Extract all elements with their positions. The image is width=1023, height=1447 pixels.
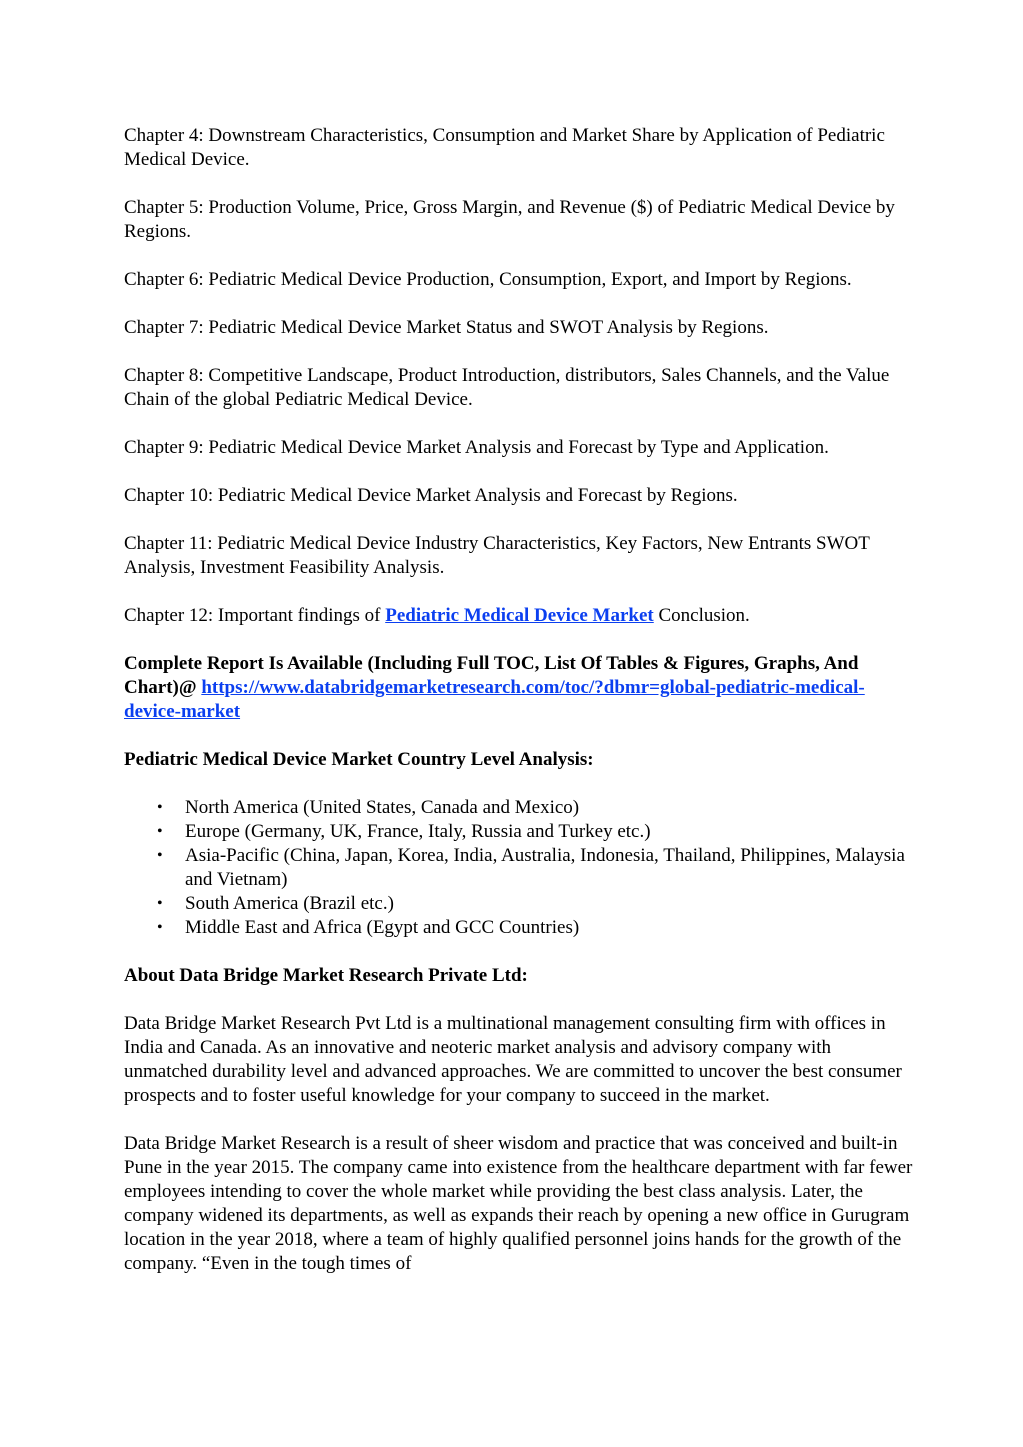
list-item: [124, 916, 914, 940]
chapter-10: Chapter 10: Pediatric Medical Device Market Analysis and Forecast by Regions.: [124, 485, 738, 506]
toc-link[interactable]: https://www.databridgemarketresearch.com/toc/?dbmr=global-pediatric-medical-device-market: [124, 677, 865, 722]
list-item: [124, 844, 914, 892]
complete-report-text: Complete Report Is Available (Including Full TOC, List Of Tables & Figures, Graphs, And Chart)@: [124, 653, 859, 698]
chapter-12-prefix: Chapter 12: Important findings of: [124, 605, 386, 626]
bullet-icon: •: [157, 919, 163, 936]
list-item: [124, 892, 914, 916]
bullet-icon: •: [157, 895, 163, 912]
country-analysis-heading: Pediatric Medical Device Market Country Level Analysis:: [124, 749, 594, 770]
list-item: [124, 820, 914, 844]
bullet-icon: •: [157, 823, 163, 840]
chapter-9: Chapter 9: Pediatric Medical Device Market Analysis and Forecast by Type and Application.: [124, 437, 829, 458]
list-item: [124, 796, 914, 820]
bullet-icon: •: [157, 847, 163, 864]
chapter-12: [124, 604, 914, 628]
bullet-icon: •: [157, 799, 163, 816]
chapter-6: Chapter 6: Pediatric Medical Device Production, Consumption, Export, and Import by Regions.: [124, 269, 852, 290]
regions-list: [124, 796, 914, 940]
chapter-12-suffix: Conclusion.: [653, 605, 750, 626]
region-text: Middle East and Africa (Egypt and GCC Countries): [185, 917, 580, 938]
chapter-4: Chapter 4: Downstream Characteristics, Consumption and Market Share by Application of Pediatric Medical Device.: [124, 125, 885, 170]
about-heading: About Data Bridge Market Research Private Ltd:: [124, 965, 528, 986]
complete-report-paragraph: [124, 652, 914, 724]
chapter-8: Chapter 8: Competitive Landscape, Product Introduction, distributors, Sales Channels, and the Value Chain of the global Pediatric Medical Device.: [124, 365, 890, 410]
about-paragraph-1: Data Bridge Market Research Pvt Ltd is a multinational management consulting firm with offices in India and Canada. As an innovative and neoteric market analysis and advisory company with unmatched durability level and advanced approaches. We are committed to uncover the best consumer prospects and to foster useful knowledge for your company to succeed in the market.: [124, 1013, 902, 1106]
market-link[interactable]: Pediatric Medical Device Market: [385, 605, 654, 626]
region-text: Asia-Pacific (China, Japan, Korea, India, Australia, Indonesia, Thailand, Philippines, Malaysia and Vietnam): [185, 845, 905, 890]
document-page: [124, 124, 914, 1300]
about-paragraph-2: Data Bridge Market Research is a result of sheer wisdom and practice that was conceived and built-in Pune in the year 2015. The company came into existence from the healthcare department with far fewer employees intending to cover the whole market while providing the best class analysis. Later, the company widened its departments, as well as expands their reach by opening a new office in Gurugram location in the year 2018, where a team of highly qualified personnel joins hands for the growth of the company. “Even in the tough times of: [124, 1133, 913, 1274]
chapter-5: Chapter 5: Production Volume, Price, Gross Margin, and Revenue ($) of Pediatric Medical Device by Regions.: [124, 197, 895, 242]
region-text: North America (United States, Canada and Mexico): [185, 797, 580, 818]
chapter-11: Chapter 11: Pediatric Medical Device Industry Characteristics, Key Factors, New Entrants SWOT Analysis, Investment Feasibility Analysis.: [124, 533, 870, 578]
region-text: South America (Brazil etc.): [185, 893, 394, 914]
chapter-7: Chapter 7: Pediatric Medical Device Market Status and SWOT Analysis by Regions.: [124, 317, 769, 338]
region-text: Europe (Germany, UK, France, Italy, Russia and Turkey etc.): [185, 821, 651, 842]
